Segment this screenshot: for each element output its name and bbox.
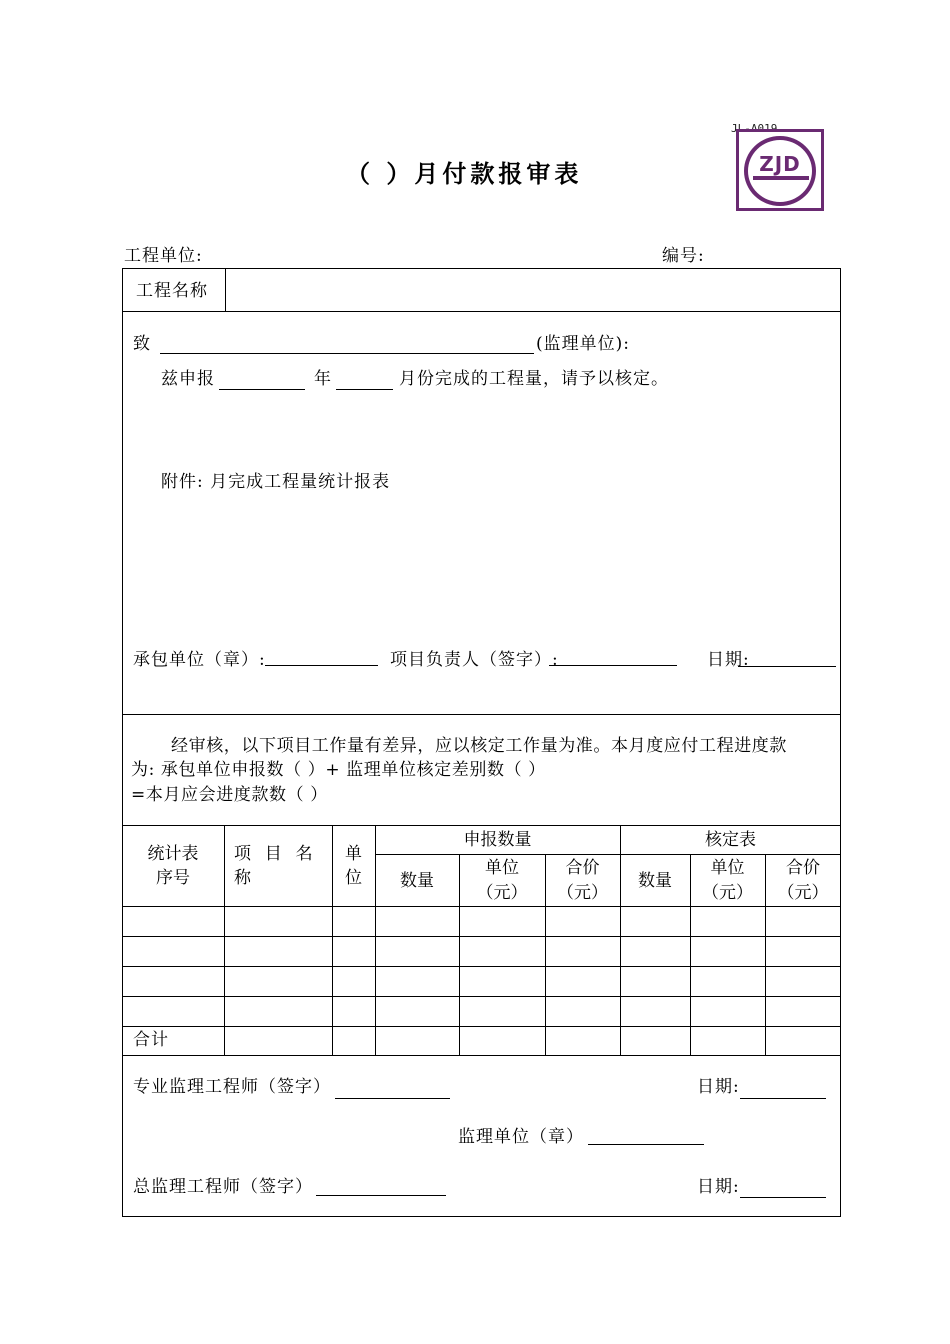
total-row-label: 合计 xyxy=(133,1030,169,1050)
month-text: 月份完成的工程量，请予以核定。 xyxy=(399,369,669,389)
review-line-2: 为: 承包单位申报数（ ）+ 监理单位核定差别数（ ） xyxy=(131,760,546,780)
declared-qty-header: 数量 xyxy=(400,871,434,891)
row-line xyxy=(122,714,841,715)
verified-unit-price-header-2: （元） xyxy=(702,883,753,903)
declared-unit-price-header-1: 单位 xyxy=(485,858,519,878)
to-label: 致 xyxy=(133,334,151,354)
verified-unit-price-header-1: 单位 xyxy=(710,858,745,878)
col-seq-header-1: 统计表 xyxy=(147,844,199,864)
col-unit-header-1: 单 xyxy=(345,844,362,864)
review-line-3: =本月应会进度款数（ ） xyxy=(131,785,328,805)
col-item-header-1: 项 目 名 xyxy=(234,844,314,864)
verified-total-header-1: 合价 xyxy=(786,858,820,878)
chief-date-field[interactable] xyxy=(740,1197,826,1198)
engineer-date-label: 日期: xyxy=(697,1077,740,1097)
group-verified-header: 核定表 xyxy=(705,830,756,850)
year-label: 年 xyxy=(314,369,332,389)
row-line xyxy=(122,311,841,312)
row-line xyxy=(122,825,841,826)
supervision-unit-seal-label: 监理单位（章） xyxy=(458,1127,584,1147)
table-row-line xyxy=(122,1055,841,1056)
page-title: （ ）月付款报审表 xyxy=(346,160,583,188)
month-field[interactable] xyxy=(336,389,393,390)
supervision-unit-suffix: (监理单位): xyxy=(536,334,630,354)
logo-bar xyxy=(753,176,809,180)
contractor-field[interactable] xyxy=(265,665,378,666)
table-subheader-line xyxy=(375,854,841,855)
manager-label: 项目负责人（签字）: xyxy=(390,650,559,670)
table-row[interactable] xyxy=(123,997,840,1026)
review-line-1: 经审核，以下项目工作量有差异，应以核定工作量为准。本月度应付工程进度款 xyxy=(171,736,787,756)
supervision-unit-seal-field[interactable] xyxy=(588,1144,704,1145)
declare-prefix: 兹申报 xyxy=(161,369,215,389)
company-logo xyxy=(736,129,824,211)
group-declared-header: 申报数量 xyxy=(463,830,532,850)
engineer-signature-field[interactable] xyxy=(335,1098,450,1099)
date-label: 日期: xyxy=(707,650,750,670)
engineer-date-field[interactable] xyxy=(740,1098,826,1099)
col-unit-header-2: 位 xyxy=(345,868,362,888)
verified-qty-header: 数量 xyxy=(638,871,672,891)
supervision-unit-field[interactable] xyxy=(160,353,534,354)
engineer-label: 专业监理工程师（签字） xyxy=(133,1077,331,1097)
table-row[interactable] xyxy=(123,907,840,936)
chief-signature-field[interactable] xyxy=(316,1195,446,1196)
number-label: 编号: xyxy=(662,246,705,266)
declared-unit-price-header-2: （元） xyxy=(476,883,528,903)
declared-total-header-1: 合价 xyxy=(565,858,600,878)
project-name-field[interactable] xyxy=(226,269,840,311)
year-field[interactable] xyxy=(219,389,305,390)
chief-date-label: 日期: xyxy=(697,1177,740,1197)
col-item-header-2: 称 xyxy=(234,868,252,888)
table-row[interactable] xyxy=(123,937,840,966)
table-row-line xyxy=(122,1026,841,1027)
form-code: JL-A019 xyxy=(731,122,778,135)
attachment-note: 附件: 月完成工程量统计报表 xyxy=(161,472,391,492)
declared-total-header-2: （元） xyxy=(557,883,608,903)
verified-total-header-2: （元） xyxy=(777,883,829,903)
chief-engineer-label: 总监理工程师（签字） xyxy=(133,1177,313,1197)
logo-text: ZJD xyxy=(759,152,801,176)
date-field[interactable] xyxy=(738,666,836,667)
project-name-label: 工程名称 xyxy=(136,281,208,301)
col-seq-header-2: 序号 xyxy=(156,868,190,888)
contractor-label: 承包单位（章）: xyxy=(133,650,266,670)
table-row[interactable] xyxy=(123,967,840,996)
manager-field[interactable] xyxy=(549,665,677,666)
project-unit-label: 工程单位: xyxy=(124,246,203,266)
